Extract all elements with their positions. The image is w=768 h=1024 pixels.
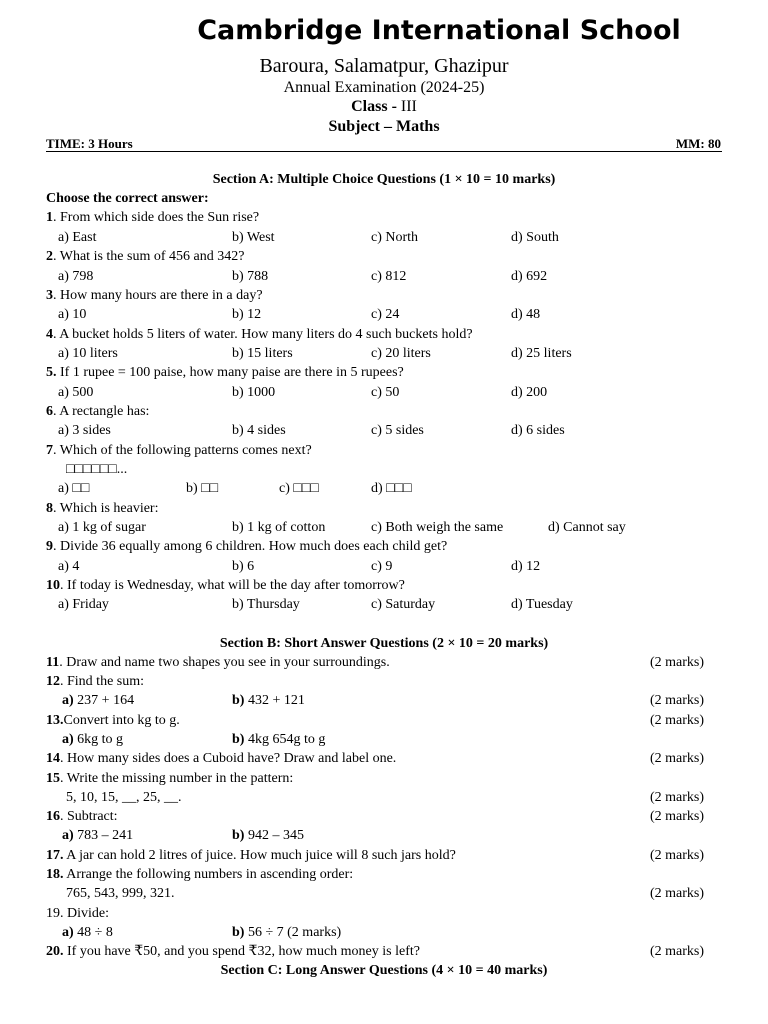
- sub-part-text: 4kg 654g to g: [244, 732, 326, 747]
- sub-part-label: b): [232, 693, 245, 708]
- question: [46, 752, 396, 766]
- question: [46, 405, 149, 419]
- question: [46, 328, 473, 342]
- option: d) South: [511, 230, 559, 245]
- option: c) 812: [371, 269, 407, 284]
- option: b) 1000: [232, 385, 276, 400]
- question: [46, 714, 180, 728]
- question-text: . Find the sum:: [60, 674, 145, 689]
- time-allowed: TIME: 3 Hours: [46, 136, 133, 151]
- option: a) 3 sides: [58, 423, 111, 438]
- question-number: 2: [46, 249, 53, 264]
- option: c) 9: [371, 559, 393, 574]
- section-a-title: Section A: Multiple Choice Questions (1 × 10 = 10 marks): [212, 172, 556, 187]
- sub-part: [62, 829, 133, 843]
- option: c) □□□: [279, 481, 319, 496]
- question: [46, 810, 118, 824]
- question: [46, 675, 144, 689]
- option: d) 48: [511, 307, 541, 322]
- sub-part-text: 56 ÷ 7 (2 marks): [244, 925, 342, 940]
- section-c-title: Section C: Long Answer Questions (4 × 10 = 40 marks): [220, 963, 548, 978]
- option: a) 500: [58, 385, 94, 400]
- question: [46, 211, 259, 225]
- question: [46, 849, 456, 863]
- option: a) 4: [58, 559, 80, 574]
- sub-part-text: 48 ÷ 8: [73, 925, 113, 940]
- question-number: 15: [46, 771, 60, 786]
- question-number: 8: [46, 501, 53, 516]
- question-text: If 1 rupee = 100 paise, how many paise are there in 5 rupees?: [56, 365, 404, 380]
- question-text: . A bucket holds 5 liters of water. How many liters do 4 such buckets hold?: [53, 327, 473, 342]
- option: d) 25 liters: [511, 346, 572, 361]
- sub-part-label: b): [232, 732, 245, 747]
- question: [46, 868, 353, 882]
- marks-label: (2 marks): [650, 848, 705, 863]
- option: b) 4 sides: [232, 423, 286, 438]
- class-line: [0, 99, 768, 115]
- option: c) Saturday: [371, 597, 436, 612]
- sub-part-text: 942 – 345: [244, 828, 304, 843]
- question-text: . From which side does the Sun rise?: [53, 210, 260, 225]
- numbers-line: 765, 543, 999, 321.: [66, 886, 175, 901]
- marks-label: (2 marks): [650, 944, 705, 959]
- question: [46, 366, 404, 380]
- subject-line: Subject – Maths: [328, 118, 440, 135]
- question-text: Arrange the following numbers in ascending order:: [63, 867, 354, 882]
- option: c) 24: [371, 307, 400, 322]
- sub-part-label: a): [62, 925, 74, 940]
- sub-part: [232, 694, 305, 708]
- option: a) East: [58, 230, 97, 245]
- question-number: 3: [46, 288, 53, 303]
- question-text: . What is the sum of 456 and 342?: [53, 249, 245, 264]
- option: a) 1 kg of sugar: [58, 520, 146, 535]
- sub-part: [232, 733, 325, 747]
- option: d) □□□: [371, 481, 412, 496]
- question-number: 18.: [46, 867, 64, 882]
- question-number: 1: [46, 210, 53, 225]
- option: a) □□: [58, 481, 90, 496]
- option: b) 15 liters: [232, 346, 293, 361]
- option: c) Both weigh the same: [371, 520, 504, 535]
- question: 19. Divide:: [46, 906, 109, 921]
- question-number: 4: [46, 327, 53, 342]
- sub-part-label: a): [62, 828, 74, 843]
- sub-part-text: 783 – 241: [73, 828, 134, 843]
- question-number: 12: [46, 674, 60, 689]
- question-number: 7: [46, 443, 53, 458]
- question-text: . Which of the following patterns comes next?: [53, 443, 312, 458]
- sub-part-label: b): [232, 828, 245, 843]
- question-text: . Write the missing number in the pattern:: [60, 771, 294, 786]
- option: d) Tuesday: [511, 597, 573, 612]
- option: b) 12: [232, 307, 262, 322]
- question: [46, 502, 159, 516]
- question-text: . Which is heavier:: [53, 501, 159, 516]
- option: b) □□: [186, 481, 219, 496]
- option: b) 1 kg of cotton: [232, 520, 326, 535]
- sub-part: [232, 829, 304, 843]
- option: b) Thursday: [232, 597, 300, 612]
- option: d) 200: [511, 385, 548, 400]
- question-number: 17.: [46, 848, 64, 863]
- section-b-title: Section B: Short Answer Questions (2 × 10 = 20 marks): [219, 636, 549, 651]
- question-number: 14: [46, 751, 60, 766]
- question-text: . How many hours are there in a day?: [53, 288, 263, 303]
- question: [46, 945, 420, 959]
- sub-part-text: 237 + 164: [73, 693, 135, 708]
- sub-part: [232, 926, 341, 940]
- sub-part-label: b): [232, 925, 245, 940]
- option: d) Cannot say: [548, 520, 626, 535]
- marks-label: (2 marks): [650, 886, 705, 901]
- sub-part-text: 432 + 121: [244, 693, 305, 708]
- option: a) 10: [58, 307, 87, 322]
- question: [46, 656, 390, 670]
- school-name: Cambridge International School: [197, 15, 681, 46]
- pattern-sequence: □□□□□□...: [66, 462, 128, 477]
- question-text: . If today is Wednesday, what will be the day after tomorrow?: [60, 578, 405, 593]
- question-number: 9: [46, 539, 53, 554]
- option: b) West: [232, 230, 275, 245]
- question: [46, 250, 244, 264]
- sub-part: [62, 926, 113, 940]
- question: [46, 772, 293, 786]
- question-number: 10: [46, 578, 60, 593]
- question-text: . Draw and name two shapes you see in your surroundings.: [59, 655, 390, 670]
- option: b) 788: [232, 269, 269, 284]
- sub-part: [62, 694, 134, 708]
- question: [46, 579, 405, 593]
- marks-label: (2 marks): [650, 751, 705, 766]
- option: c) 50: [371, 385, 400, 400]
- option: d) 692: [511, 269, 548, 284]
- question-number: 11: [46, 655, 60, 670]
- question-text: . A rectangle has:: [53, 404, 150, 419]
- sub-part-label: a): [62, 693, 74, 708]
- section-a-instruction: Choose the correct answer:: [46, 191, 209, 206]
- class-value: III: [400, 98, 417, 115]
- option: b) 6: [232, 559, 255, 574]
- question: [46, 540, 447, 554]
- option: d) 12: [511, 559, 541, 574]
- question-number: 5.: [46, 365, 57, 380]
- question: [46, 444, 312, 458]
- option: a) Friday: [58, 597, 109, 612]
- sub-part-label: a): [62, 732, 74, 747]
- question-text: A jar can hold 2 litres of juice. How much juice will 8 such jars hold?: [63, 848, 456, 863]
- max-marks: MM: 80: [675, 136, 721, 151]
- option: c) 5 sides: [371, 423, 424, 438]
- question-text: Convert into kg to g.: [63, 713, 180, 728]
- sub-part-text: 6kg to g: [73, 732, 124, 747]
- question-text: . How many sides does a Cuboid have? Draw and label one.: [60, 751, 397, 766]
- option: d) 6 sides: [511, 423, 565, 438]
- header-divider: [46, 151, 722, 152]
- option: a) 798: [58, 269, 94, 284]
- question: [46, 289, 263, 303]
- marks-label: (2 marks): [650, 655, 705, 670]
- exam-title: Annual Examination (2024-25): [283, 79, 485, 96]
- question-number: 20.: [46, 944, 64, 959]
- question-number: 6: [46, 404, 53, 419]
- option: c) 20 liters: [371, 346, 431, 361]
- marks-label: (2 marks): [650, 713, 705, 728]
- question-text: . Subtract:: [60, 809, 118, 824]
- school-address: Baroura, Salamatpur, Ghazipur: [259, 55, 509, 77]
- sub-part: [62, 733, 123, 747]
- marks-label: (2 marks): [650, 790, 705, 805]
- class-label: Class -: [351, 98, 401, 115]
- option: a) 10 liters: [58, 346, 118, 361]
- question-text: If you have ₹50, and you spend ₹32, how much money is left?: [63, 944, 420, 959]
- marks-label: (2 marks): [650, 809, 705, 824]
- option: c) North: [371, 230, 419, 245]
- question-number: 16: [46, 809, 60, 824]
- marks-label: (2 marks): [650, 693, 705, 708]
- question-number: 13.: [46, 713, 64, 728]
- question-text: . Divide 36 equally among 6 children. How much does each child get?: [53, 539, 448, 554]
- pattern-line: 5, 10, 15, __, 25, __.: [66, 790, 182, 805]
